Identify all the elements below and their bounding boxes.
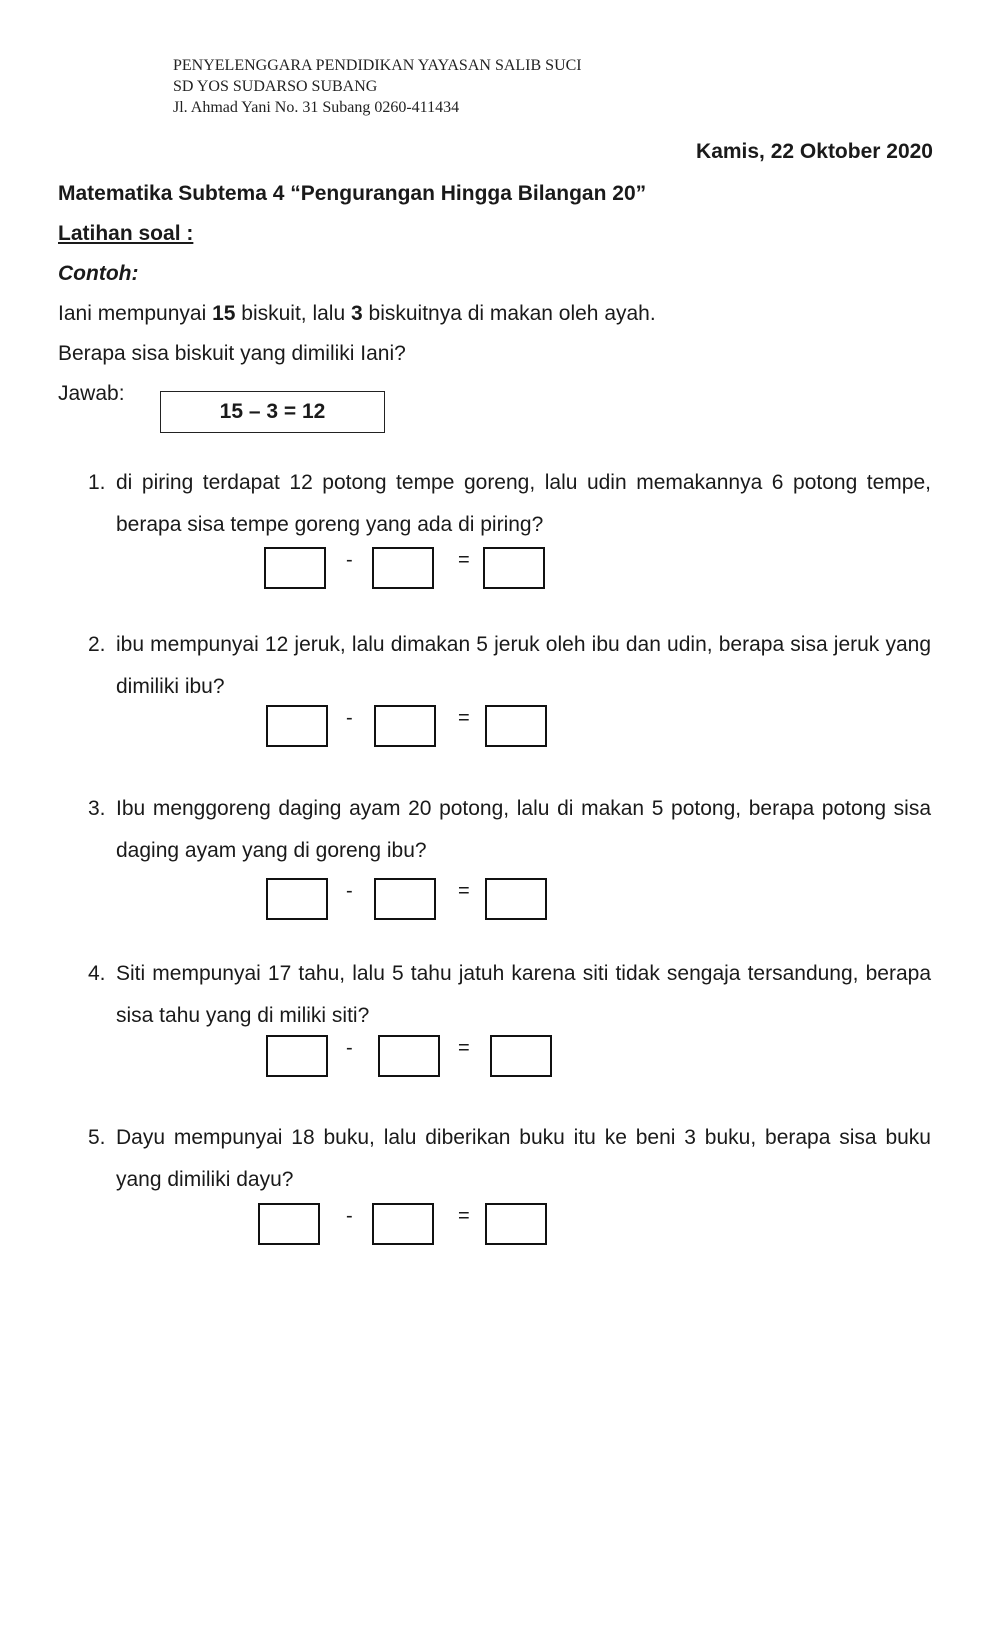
latihan-heading: Latihan soal : bbox=[58, 222, 194, 245]
example-num-2: 3 bbox=[351, 302, 363, 325]
answer-row-2 bbox=[0, 705, 1000, 751]
question-text: ibu mempunyai 12 jeruk, lalu dimakan 5 jeruk oleh ibu dan udin, berapa sisa jeruk yang dimiliki ibu? bbox=[116, 633, 931, 698]
minus-sign: - bbox=[346, 1205, 353, 1227]
example-line-2: Berapa sisa biskuit yang dimiliki Iani? bbox=[58, 342, 406, 365]
question-text: Dayu mempunyai 18 buku, lalu diberikan buku itu ke beni 3 buku, berapa sisa buku yang dimiliki dayu? bbox=[116, 1126, 931, 1191]
question-number: 1. bbox=[88, 471, 106, 494]
question-number: 2. bbox=[88, 633, 106, 656]
answer-label: Jawab: bbox=[58, 382, 125, 405]
subject-title: Matematika Subtema 4 “Pengurangan Hingga Bilangan 20” bbox=[58, 182, 647, 205]
question-number: 3. bbox=[88, 797, 106, 820]
answer-row-4 bbox=[0, 1035, 1000, 1081]
letterhead-foundation: PENYELENGGARA PENDIDIKAN YAYASAN SALIB SUCI bbox=[173, 57, 582, 74]
contoh-heading: Contoh: bbox=[58, 262, 139, 285]
equals-sign: = bbox=[458, 549, 470, 571]
question-5 bbox=[88, 1117, 931, 1200]
answer-box-subtrahend[interactable] bbox=[372, 1203, 434, 1245]
question-4 bbox=[88, 953, 931, 1036]
date: Kamis, 22 Oktober 2020 bbox=[696, 140, 933, 163]
answer-box-minuend[interactable] bbox=[266, 878, 328, 920]
letterhead bbox=[173, 55, 582, 118]
answer-box-minuend[interactable] bbox=[266, 1035, 328, 1077]
equals-sign: = bbox=[458, 1205, 470, 1227]
answer-row-5 bbox=[0, 1203, 1000, 1249]
answer-box-result[interactable] bbox=[483, 547, 545, 589]
example-answer-box: 15 – 3 = 12 bbox=[160, 391, 385, 433]
minus-sign: - bbox=[346, 707, 353, 729]
question-1 bbox=[88, 462, 931, 545]
answer-box-result[interactable] bbox=[490, 1035, 552, 1077]
answer-box-subtrahend[interactable] bbox=[374, 705, 436, 747]
question-text: Ibu menggoreng daging ayam 20 potong, lalu di makan 5 potong, berapa potong sisa daging ayam yang di goreng ibu? bbox=[116, 797, 931, 862]
question-2 bbox=[88, 624, 931, 707]
minus-sign: - bbox=[346, 549, 353, 571]
question-number: 4. bbox=[88, 962, 106, 985]
equals-sign: = bbox=[458, 1037, 470, 1059]
answer-row-3 bbox=[0, 878, 1000, 924]
answer-box-minuend[interactable] bbox=[264, 547, 326, 589]
example-num-1: 15 bbox=[212, 302, 236, 325]
equals-sign: = bbox=[458, 880, 470, 902]
answer-row-1 bbox=[0, 547, 1000, 593]
letterhead-school: SD YOS SUDARSO SUBANG bbox=[173, 78, 378, 95]
answer-box-minuend[interactable] bbox=[266, 705, 328, 747]
minus-sign: - bbox=[346, 1037, 353, 1059]
question-number: 5. bbox=[88, 1126, 106, 1149]
answer-box-result[interactable] bbox=[485, 1203, 547, 1245]
answer-box-subtrahend[interactable] bbox=[378, 1035, 440, 1077]
equals-sign: = bbox=[458, 707, 470, 729]
answer-box-result[interactable] bbox=[485, 878, 547, 920]
example-line-1: Iani mempunyai 15 biskuit, lalu 3 biskuitnya di makan oleh ayah. bbox=[58, 302, 656, 325]
answer-box-result[interactable] bbox=[485, 705, 547, 747]
minus-sign: - bbox=[346, 880, 353, 902]
answer-box-minuend[interactable] bbox=[258, 1203, 320, 1245]
answer-box-subtrahend[interactable] bbox=[374, 878, 436, 920]
answer-box-subtrahend[interactable] bbox=[372, 547, 434, 589]
letterhead-address: Jl. Ahmad Yani No. 31 Subang 0260-411434 bbox=[173, 99, 460, 116]
question-text: Siti mempunyai 17 tahu, lalu 5 tahu jatuh karena siti tidak sengaja tersandung, berapa sisa tahu yang di miliki siti? bbox=[116, 962, 931, 1027]
question-3 bbox=[88, 788, 931, 871]
question-text: di piring terdapat 12 potong tempe goreng, lalu udin memakannya 6 potong tempe, berapa sisa tempe goreng yang ada di piring? bbox=[116, 471, 931, 536]
